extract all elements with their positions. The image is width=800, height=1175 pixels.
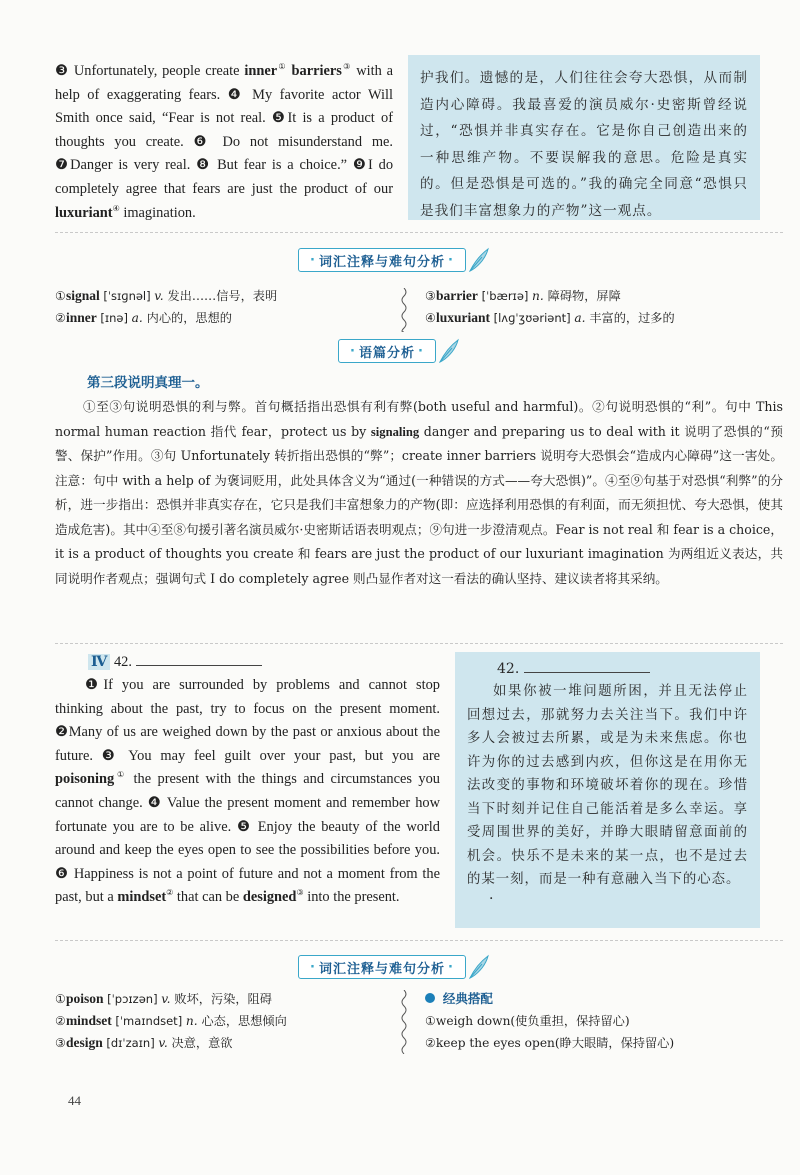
vocab-item: ①poison [ˈpɔɪzən] v. 败坏，污染，阻碍 [55,991,272,1006]
vocab-item: ②inner [ɪnə] a. 内心的，思想的 [55,310,232,325]
passage-4-english: ❶If you are surrounded by problems and cannot stop thinking about the past, try to focus on the present moment. ❷Many of us are weighed down by the past or anxious about the future. ❸ You may feel guilt over your past, but you are poisoning① the present with the things and circumstances you cannot change. ❹ Value the present moment and remember how fortunate you are to be alive. ❺ Enjoy the beauty of the world around and keep the eyes open to see the possibilities before you. ❻ Happiness is not a point of future and not a moment from the past, but a mindset② that can be designed③ into the present. [55,677,441,906]
vocab-item: ②mindset [ˈmaɪndset] n. 心态，思想倾向 [55,1013,287,1028]
vocab-list-1-left [55,285,385,329]
vocab-banner-2: · 词汇注释与难句分析 · [298,955,490,979]
quill-pen-icon [438,338,460,364]
keyword-designed: designed [242,889,297,906]
vocab-list-1-right [425,285,765,329]
analysis-heading: 第三段说明真理一。 [87,375,209,391]
section-roman-badge: Ⅳ [88,654,110,670]
passage-3-english: ❸ Unfortunately, people create inner① barriers③ with a help of exaggerating fears. ❹ My favorite actor Will Smith once said, “Fear is not real. ❺It is a product of thoughts you create. ❻ Do not misunderstand me. ❼Danger is very real. ❽ But fear is a choice.” ❾I do completely agree that fears are just the product of our luxuriant④ imagination. [55,62,394,221]
wavy-divider [399,288,409,332]
collocation-title: 经典搭配 [442,991,493,1006]
collocation-item: ①weigh down(使负重担，保持留心) [425,1014,630,1028]
vocab-list-2-left [55,988,385,1054]
divider [55,643,783,644]
sentence-number: ❸ [55,63,70,79]
passage-4-translation: 42. 如果你被一堆问题所困，并且无法停止回想过去，那就努力去关注当下。我们中许多人会被过去所累，或是为未来焦虑。你也许为你的过去感到内疚，但你这是在用你无法改变的事物和环境破坏着你的现在。珍惜当下时刻并记住自己能活着是多么幸运。享受周围世界的美好，并睁大眼睛留意面前的机会。快乐不是未来的某一点，也不是过去的某一刻，而是一种有意融入当下的心态。 · [455,652,760,928]
divider [55,232,783,233]
wavy-divider [399,990,409,1054]
collocations [425,988,765,1054]
vocab-item: ③barrier [ˈbærɪə] n. 障碍物，屏障 [425,288,621,303]
vocab-item: ③design [dɪˈzaɪn] v. 决意，意欲 [55,1035,233,1050]
vocab-banner: · 词汇注释与难句分析 · [298,248,490,272]
page-number: 44 [68,1093,81,1108]
discourse-analysis: 第三段说明真理一。 ①至③句说明恐惧的利与弊。首句概括指出恐惧有利有弊(both useful and harmful)。②句说明恐惧的“利”。句中 This normal human reaction 指代 fear，protect us by signaling danger and preparing us to deal with it 说明了恐惧的“预警、保护”作用。③句 Unfortunately 转折指出恐惧的“弊”；create inner barriers 说明夸大恐惧会“造成内心障碍”这一害处。注意：句中 with a help of 为褒词贬用，此处具体含义为“通过(一种错误的方式——夸大恐惧)”。④至⑨句基于对恐惧“利弊”的分析，进一步指出：恐惧并非真实存在，它只是我们丰富想象力的产物(即：应选择利用恐惧的有利面，而无须担忧、夸大恐惧，使其造成危害)。其中④至⑧句援引著名演员威尔·史密斯话语表明观点；⑨句进一步澄清观点。Fear is not real 和 fear is a choice，it is a product of thoughts you create 和 fears are just the product of our luxuriant imagination 为两组近义表达，共同说明作者观点；强调句式 I do completely agree 则凸显作者对这一看法的确认坚持、建议读者将其采纳。 [55,371,783,591]
collocation-item: ②keep the eyes open(睁大眼睛，保持留心) [425,1036,675,1050]
divider [55,940,783,941]
keyword-luxuriant: luxuriant [55,204,113,221]
vocab-item: ④luxuriant [lʌɡˈʒʊəriənt] a. 丰富的，过多的 [425,310,675,325]
keyword-poisoning: poisoning [55,771,115,788]
question-42-header: Ⅳ 42. [88,652,262,672]
keyword-inner: inner [244,63,278,79]
bullet-dot-icon [425,993,435,1003]
quill-pen-icon [468,954,490,980]
analysis-banner: · 语篇分析 · [338,339,460,363]
keyword-mindset: mindset [117,889,167,906]
answer-blank[interactable] [136,665,262,666]
quill-pen-icon [468,247,490,273]
passage-3-translation: 护我们。遗憾的是，人们往往会夸大恐惧，从而制造内心障碍。我最喜爱的演员威尔·史密斯曾经说过，“恐惧并非真实存在。它是你自己创造出来的一种思维产物。不要误解我的意思。危险是真实的。但是恐惧是可选的。”我的确完全同意“恐惧只是我们丰富想象力的产物”这一观点。 [408,55,760,220]
answer-blank[interactable] [524,672,650,673]
vocab-item: ①signal [ˈsɪɡnəl] v. 发出……信号，表明 [55,288,278,303]
keyword-barriers: barriers [291,63,342,79]
